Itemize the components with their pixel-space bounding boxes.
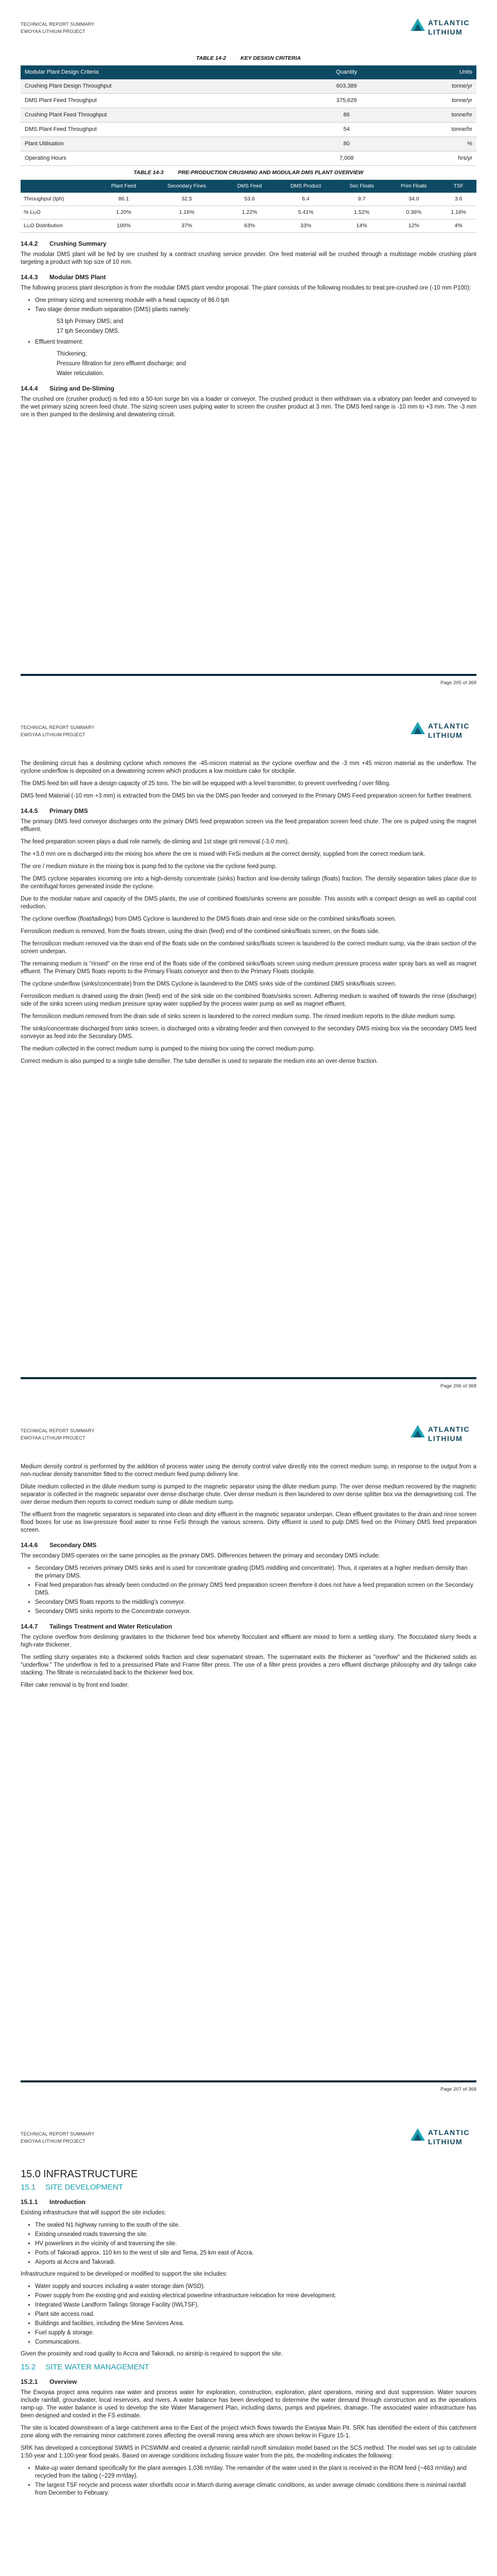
logo-inner-triangle-icon <box>414 1430 422 1437</box>
paragraph: The ore / medium mixture in the mixing box is pump fed to the cyclone via the cyclone feed pump. <box>21 863 277 870</box>
page-content <box>21 760 476 1070</box>
page-number: Page 206 of 368 <box>440 1383 476 1389</box>
subsection-heading: 15.1.1 Introduction <box>21 2198 85 2206</box>
list-item: • Communications. <box>35 2338 476 2346</box>
paragraph: The secondary DMS operates on the same principles as the primary DMS. Differences between the primary and secondary DMS include: <box>21 1553 380 1559</box>
table-row: % Li₂O 1.20% 1.16% 1.22% 5.41% 1.52% 0.36% 1.16% <box>21 206 476 219</box>
table-caption: TABLE 14-3 PRE-PRODUCTION CRUSHING AND MODULAR DMS PLANT OVERVIEW <box>133 170 364 176</box>
list-item: • Buildings and facilities, including the Mine Services Area. <box>35 2320 476 2328</box>
paragraph: The +3.0 mm ore is discharged into the mixing box where the ore is mixed with FeSi medium at the correct density, supplied from the correct medium tank. <box>21 851 425 857</box>
table-row: Throughput (tph) 86.1 32.5 53.6 6.4 9.7 34.0 3.6 <box>21 193 476 206</box>
page-header <box>21 724 95 738</box>
bullet-list <box>21 2222 476 2266</box>
paragraph: Ferrosilicon medium is drained using the drain (feed) end of the sink side on the combined floats/sinks screen. Adhering medium is washed off towards the rinse (discharge) side of the sinks screen using medium pressure spray water supplied by the process water pump as well as magnet effluent. <box>21 993 476 1007</box>
report-type-label: TECHNICAL REPORT SUMMARY <box>21 2131 95 2137</box>
section-heading: 14.4.3 Modular DMS Plant <box>21 274 106 281</box>
table-row: DMS Plant Feed Throughput 54 tonne/hr <box>21 123 476 137</box>
page-footer <box>21 674 476 686</box>
list-item: • One primary sizing and screening module with a head capacity of 86.0 tph <box>35 297 476 304</box>
table-row: Li₂O Distribution 100% 37% 63% 33% 14% 12% 4% <box>21 219 476 233</box>
chapter-heading: 15.0 INFRASTRUCTURE <box>21 2168 138 2180</box>
paragraph: The settling slurry separates into a thickened solids fraction and clear supernatant stream. The supernatant exits the thickener as "overflow" and the thickened solids as "underflow." The underflow is fed to a pressurised Plate and Frame filter press. The use of a filter press provides a zero effluent discharge philosophy and dry tailings cake stacking. The filtrate is recirculated back to the thickener feed box. <box>21 1654 476 1676</box>
section-heading: 15.1 SITE DEVELOPMENT <box>21 2183 123 2192</box>
logo-inner-triangle-icon <box>414 727 422 734</box>
project-name-label: EWOYAA LITHIUM PROJECT <box>21 29 85 34</box>
sub-item: Water reticulation. <box>57 370 105 377</box>
list-item: • Existing unsealed roads traversing the site. <box>35 2231 476 2239</box>
footer-rule <box>21 1377 476 1379</box>
column-header: Units <box>390 65 476 79</box>
page-header <box>21 21 95 35</box>
table-row: Operating Hours 7,008 hrs/yr <box>21 151 476 166</box>
key-design-criteria-table <box>21 65 476 166</box>
table-row: DMS Plant Feed Throughput 375,629 tonne/yr <box>21 94 476 108</box>
report-page-207 <box>0 1406 497 2110</box>
paragraph: The DMS feed bin will have a design capacity of 25 tons. The bin will be equipped with a level transmitter, to prevent overfeeding / over filling. <box>21 781 391 787</box>
atlantic-lithium-logo: ATLANTIC LITHIUM <box>410 720 472 742</box>
report-page-206 <box>0 703 497 1406</box>
project-name-label: EWOYAA LITHIUM PROJECT <box>21 1435 85 1440</box>
page-content <box>21 52 476 423</box>
report-type-label: TECHNICAL REPORT SUMMARY <box>21 725 95 730</box>
paragraph: The site is located downstream of a large catchment area to the East of the project which flows towards the Ewoyaa Main Pit. SRK has identified the extent of this catchment zone along with the remaining minor catchment zones affecting the overall mining area which are shown below in Figure 15-1. <box>21 2425 476 2439</box>
bullet-list <box>21 2283 476 2346</box>
table-row: Crushing Plant Feed Throughput 86 tonne/hr <box>21 108 476 123</box>
bullet-list <box>21 297 476 314</box>
paragraph: The desliming circuit has a desliming cyclone which removes the -45-micron material as the cyclone overflow and the -3 mm +45 micron material as the underflow. The cyclone underflow is deposited on a dewatering screen which produces a low moisture cake for stockpile. <box>21 760 476 774</box>
report-type-label: TECHNICAL REPORT SUMMARY <box>21 22 95 27</box>
paragraph: The DMS cyclone separates incoming ore into a high-density concentrate (sinks) fraction and low-density tailings (floats) fraction. The density separation takes place due to the centrifugal forces generated inside the cyclone. <box>21 876 476 890</box>
list-item: • Power supply from the existing grid and existing electrical powerline infrastructure relocation for mine development. <box>35 2292 476 2300</box>
page-content <box>21 1463 476 1694</box>
paragraph: The effluent from the magnetic separators is separated into clean and dirty effluent in the magnetic separator underpan. Clean effluent gravitates to the drain and rinse screen flood boxes for use as low-pressure flood water to rinse FeSi through the various screens. Dirty effluent is used to pulp DMS feed on the Primary DMS feed preparation screen. <box>21 1512 476 1533</box>
column-header: Quantity <box>303 65 390 79</box>
list-item: • HV powerlines in the vicinity of and traversing the site. <box>35 2240 476 2248</box>
atlantic-lithium-logo: ATLANTIC LITHIUM <box>410 16 472 39</box>
list-item: • Fuel supply & storage. <box>35 2329 476 2337</box>
sub-item: 17 tph Secondary DMS. <box>57 328 120 334</box>
page-content <box>21 2166 476 2501</box>
paragraph: The crushed ore (crusher product) is fed into a 50-ton surge bin via a loader or conveyor. The crushed product is then withdrawn via a vibratory pan feeder and conveyed to the wet primary sizing screen feed chute. The sizing screen uses pulping water to screen the crusher product at 3 mm. The DMS feed range is -10 mm to +3 mm. The -3 mm ore is then pumped to the desliming and dewatering circuit. <box>21 396 476 418</box>
paragraph: The cyclone underflow (sinks/concentrate) from the DMS Cyclone is laundered to the DMS sinks side of the combined DMS sinks/floats screen. <box>21 981 397 987</box>
page-header <box>21 1427 95 1442</box>
paragraph: The primary DMS feed conveyor discharges onto the primary DMS feed preparation screen via the feed preparation screen feed chute. The ore is pulped using the magnet effluent. <box>21 819 476 833</box>
paragraph: Infrastructure required to be developed or modified to support the site includes: <box>21 2271 228 2277</box>
list-item: • Water supply and sources including a water storage dam (WSD). <box>35 2283 476 2291</box>
paragraph: Ferrosilicon medium is removed, from the floats stream, using the drain (feed) end of the combined sinks/floats screen, on the floats side. <box>21 928 380 935</box>
paragraph: The Ewoyaa project area requires raw water and process water for exploration, construction, exploration, plant operations, mining and dust suppression. Water sources include rainfall, groundwater, local reservoirs, and rivers. A water balance has been developed to determine the water demand through construction and as the operations ramp-up. The water balance is used to develop the site Water Management Plan, including dams, pumps and pipelines, drainage. The associated water infrastructure has been designed and costed in the FS estimate. <box>21 2389 476 2419</box>
paragraph: The remaining medium is "rinsed" on the rinse end of the floats side of the combined sinks/floats screen using medium pressure process water spray bars as well as magnet effluent. The Primary DMS floats reports to the Primary Floats conveyor and then to the Primary Floats stockpile. <box>21 961 476 975</box>
footer-rule <box>21 674 476 676</box>
list-item: • Plant site access road. <box>35 2311 476 2318</box>
sub-item: 53 tph Primary DMS; and <box>57 318 124 325</box>
atlantic-lithium-logo: ATLANTIC LITHIUM <box>410 1423 472 1446</box>
list-item: • Integrated Waste Landform Tailings Storage Facility (IWLTSF). <box>35 2301 476 2309</box>
footer-rule <box>21 2080 476 2082</box>
paragraph: Given the proximity and road quality to Accra and Takoradi, no airstrip is required to support the site. <box>21 2351 283 2357</box>
paragraph: The feed preparation screen plays a dual role namely, de-sliming and 1st stage grit removal (-3.0 mm). <box>21 839 289 845</box>
section-heading: 14.4.2 Crushing Summary <box>21 240 107 247</box>
atlantic-lithium-logo: ATLANTIC LITHIUM <box>410 2126 472 2149</box>
paragraph: Filter cake removal is by front end loader. <box>21 1682 129 1688</box>
paragraph: Dilute medium collected in the dilute medium sump is pumped to the magnetic separator using the dilute medium pump. The over dense medium recovered by the magnetic separator is collected in the magnetic separator over dense discharge chute. Over dense medium is then laundered to over dense splitter box via the demagnetising coil. The over dense medium then reports to correct medium sump or dilute medium sump. <box>21 1484 476 1505</box>
page-number: Page 207 of 368 <box>440 2087 476 2092</box>
section-heading: 14.4.6 Secondary DMS <box>21 1541 97 1549</box>
list-item: • Secondary DMS receives primary DMS sinks and is used for concentrate grading (DMS middling and concentrate). Thus, it operates at a higher medium density than the primary DMS. <box>35 1565 476 1580</box>
paragraph: DMS feed Material (-10 mm +3 mm) is extracted from the DMS bin via the DMS pan feeder and conveyed to the Primary DMS Feed preparation screen for further treatment. <box>21 793 473 799</box>
paragraph: The cyclone overflow from desliming gravitates to the thickener feed box whereby flocculant and effluent are mixed to form a settling slurry. The flocculated slurry feeds a high-rate thickener. <box>21 1634 476 1648</box>
bullet-list <box>21 338 476 346</box>
paragraph: The medium collected in the correct medium sump is pumped to the mixing box using the correct medium pump. <box>21 1046 315 1052</box>
list-item: • The largest TSF recycle and process water shortfalls occur in March during average climatic conditions, as under average climatic conditions there is minimal rainfall from December to February. <box>35 2482 476 2497</box>
report-type-label: TECHNICAL REPORT SUMMARY <box>21 1428 95 1433</box>
paragraph: Correct medium is also pumped to a single tube densifier. The tube densifier is used to separate the medium into an over-dense fraction. <box>21 1058 379 1064</box>
list-item: • Final feed preparation has already been conducted on the primary DMS feed preparation screen therefore it does not have a feed preparation screen on the Secondary DMS. <box>35 1582 476 1597</box>
list-item: • Secondary DMS sinks reports to the Concentrate conveyor. <box>35 1608 476 1616</box>
paragraph: The cyclone overflow (float/tailings) from DMS Cyclone is laundered to the DMS floats drain and rinse side on the combined sinks/floats screen. <box>21 916 397 922</box>
paragraph: The modular DMS plant will be fed by ore crushed by a contract crushing service provider. Ore feed material will be crushed through a multistage mobile crushing plant targeting a product with top size of 10 mm. <box>21 251 476 265</box>
list-item: • Make-up water demand specifically for the plant averages 1,036 m³/day. The remainder of the water used in the plant is received in the ROM feed (~463 m³/day) and recycled from the tailing (~229 m³/day). <box>35 2465 476 2480</box>
paragraph: Existing infrastructure that will support the site includes: <box>21 2210 166 2216</box>
section-heading: 14.4.5 Primary DMS <box>21 807 88 815</box>
list-item: • The sealed N1 highway running to the south of the site. <box>35 2222 476 2229</box>
page-header <box>21 2130 95 2145</box>
sub-item: Pressure filtration for zero effluent discharge; and <box>57 361 186 367</box>
column-header: Modular Plant Design Criteria <box>21 65 303 79</box>
report-page-208 <box>0 2110 497 2576</box>
bullet-list <box>21 1565 476 1616</box>
page-number: Page 205 of 368 <box>440 680 476 686</box>
table-row: Plant Utilisation 80 % <box>21 137 476 151</box>
paragraph: The ferrosilicon medium removed via the drain end of the floats side on the combined sinks/floats screen is laundered to the correct medium sump, via the drain section of the screen underpan. <box>21 941 476 955</box>
page-footer <box>21 2080 476 2092</box>
paragraph: The sinks/concentrate discharged from sinks screen, is discharged onto a vibrating feeder and then conveyed to the secondary DMS mixing box via the secondary DMS feed conveyor as feed into the Secondary DMS. <box>21 1026 476 1040</box>
subsection-heading: 15.2.1 Overview <box>21 2378 77 2385</box>
list-item: • Effluent treatment: <box>35 338 476 346</box>
table-row: Crushing Plant Design Throughput 603,389 tonne/yr <box>21 79 476 94</box>
bullet-list <box>21 2465 476 2497</box>
logo-inner-triangle-icon <box>414 24 422 31</box>
paragraph: SRK has developed a conceptional SWMS in PCSWMM and created a dynamic rainfall runoff simulation model based on the SCS method. The model was set up to calculate 1:50-year and 1:100-year flood peaks. Based on average conditions including fissure water from the pits, the modelling indicates the following: <box>21 2445 476 2459</box>
paragraph: The ferrosilicon medium removed from the drain side of sinks screen is laundered to the correct medium sump. The rinsed medium reports to the dilute medium sump. <box>21 1013 456 1020</box>
plant-overview-table: Plant Feed Secondary Fines DMS Feed DMS Product Sec Floats Prim Floats TSF Throughput (tph) 86.1 32.5 53.6 6.4 9.7 34.0 3.6 % Li₂O 1.20% 1.16% 1.22% 5.41% 1.52% 0.36% 1.16% Li₂O Distribution 100% 37% 63% 33% 14% 12% 4% <box>21 180 476 233</box>
list-item: • Secondary DMS floats reports to the middling's conveyor. <box>35 1599 476 1606</box>
page-footer <box>21 1377 476 1389</box>
list-item: • Two stage dense medium separation (DMS) plants namely: <box>35 306 476 314</box>
table-caption: TABLE 14-2 KEY DESIGN CRITERIA <box>196 55 301 61</box>
logo-inner-triangle-icon <box>414 2133 422 2141</box>
section-heading: 15.2 SITE WATER MANAGEMENT <box>21 2363 149 2371</box>
section-heading: 14.4.4 Sizing and De-Sliming <box>21 385 115 392</box>
paragraph: Medium density control is performed by the addition of process water using the density control valve directly into the correct medium sump, in response to the output from a non-nuclear density transmitter fitted to the correct medium feed pump delivery line. <box>21 1464 476 1478</box>
sub-item: Thickening; <box>57 351 87 357</box>
project-name-label: EWOYAA LITHIUM PROJECT <box>21 732 85 737</box>
paragraph: Due to the modular nature and capacity of the DMS plants, the use of combined floats/sinks screens are possible. This assists with a compact design as well as capital cost reduction. <box>21 896 476 910</box>
list-item: • Airports at Accra and Takoradi. <box>35 2259 476 2266</box>
paragraph: The following process plant description is from the modular DMS plant vendor proposal. The plant consists of the following modules to treat pre-crushed ore (-10 mm P100): <box>21 285 471 291</box>
report-page-205 <box>0 0 497 703</box>
project-name-label: EWOYAA LITHIUM PROJECT <box>21 2139 85 2144</box>
section-heading: 14.4.7 Tailings Treatment and Water Reticulation <box>21 1623 173 1630</box>
list-item: • Ports of Takoradi approx. 110 km to the west of site and Tema, 25 km east of Accra. <box>35 2249 476 2257</box>
